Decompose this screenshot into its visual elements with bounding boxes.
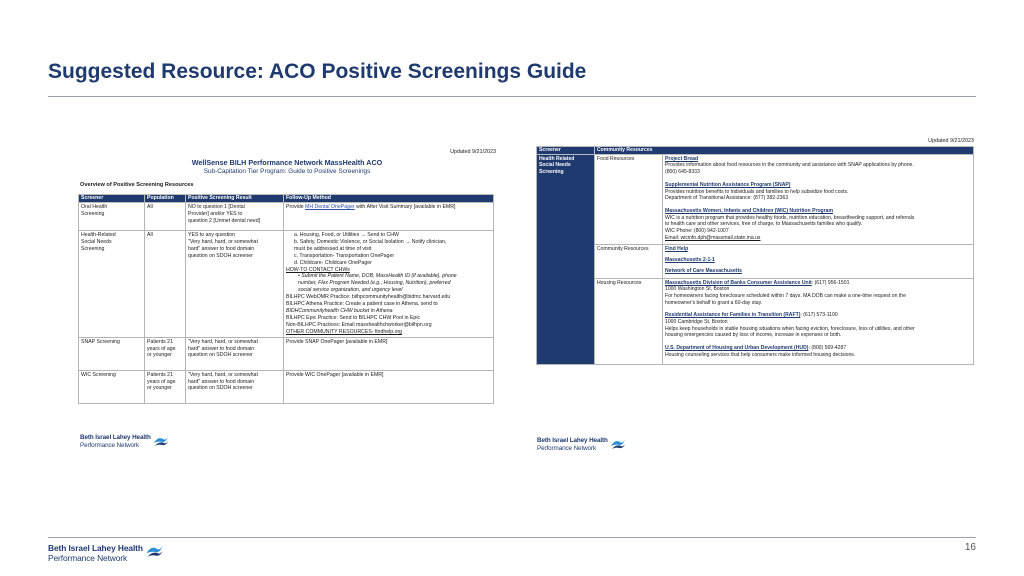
resource-line: Department of Transitional Assistance: (877) 382-2363 xyxy=(665,195,789,202)
resource-link[interactable]: Massachusetts Division of Banks Consumer Assistance Unit xyxy=(665,279,812,286)
cell-line: Health-Related xyxy=(81,232,116,238)
left-heading-2: Sub-Capitation Tier Program: Guide to Positive Screenings xyxy=(203,168,371,175)
followup-text: with After Visit Summary [available in EMR] xyxy=(354,204,456,210)
category-cell: Food Resources xyxy=(595,154,663,245)
dental-onepager-link[interactable]: MH Dental OnePager xyxy=(305,204,355,210)
resource-link[interactable]: Find Help xyxy=(665,246,689,253)
cell-line: All xyxy=(147,204,153,210)
resource-line: For homeowners facing foreclosure scheduled within 7 days. MA DOB can make a one-time request on the xyxy=(665,292,906,299)
cell-line: hard" answer to food domain xyxy=(188,345,255,352)
result-cell xyxy=(186,337,284,370)
population-cell xyxy=(145,203,186,231)
cell-line: Health Related xyxy=(539,155,575,162)
cell-line: Social Needs xyxy=(81,238,112,245)
table-row xyxy=(537,245,974,278)
resource-line: homeowner's behalf to grant a 60-day stay. xyxy=(665,299,763,306)
followup-cell xyxy=(284,203,494,231)
resource-line: Helps keep households in stable housing situations when facing eviction, foreclosure, loss of utilities, and other xyxy=(665,325,915,332)
community-resources-table xyxy=(536,146,974,365)
screener-cell xyxy=(79,370,145,403)
table-row xyxy=(537,278,974,364)
result-cell xyxy=(186,370,284,403)
cell-line: SNAP Screening xyxy=(81,338,120,345)
resource-link[interactable]: Massachusetts 2-1-1 xyxy=(665,257,715,264)
right-doc-logo xyxy=(537,437,626,453)
result-cell xyxy=(186,203,284,231)
logo-line-2: Performance Network xyxy=(537,445,596,452)
resources-cell xyxy=(663,245,974,278)
wave-logo-icon xyxy=(610,437,626,451)
title-divider xyxy=(48,96,976,97)
table-header-row xyxy=(537,147,974,155)
cell-line: hard" answer to food domain xyxy=(188,378,255,385)
resource-line: WIC is a nutrition program that provides healthy foods, nutrition education, breastfeeding support, and referrals xyxy=(665,214,915,221)
followup-item: b. Safety, Domestic Violence, or Social Isolation → Notify clinician, xyxy=(294,238,447,245)
cell-line: NO to question 1 [Dental xyxy=(188,204,245,210)
left-heading-1: WellSense BILH Performance Network MassHealth ACO xyxy=(191,158,383,167)
cell-line: or younger xyxy=(147,352,172,359)
wave-logo-icon xyxy=(153,434,169,448)
logo-line-1: Beth Israel Lahey Health xyxy=(48,543,143,553)
resource-line: Provides nutrition benefits to individuals and families to help subsidize food costs. xyxy=(665,188,849,195)
howto-contact-heading: HOW-TO CONTACT CHWs xyxy=(286,266,350,273)
right-resources-document xyxy=(536,136,976,426)
cell-line: Screening xyxy=(81,210,105,217)
list-item xyxy=(665,280,971,307)
cell-line: YES to any question xyxy=(188,232,236,238)
logo-line-1: Beth Israel Lahey Health xyxy=(537,437,608,444)
list-item xyxy=(665,312,971,339)
footer-divider xyxy=(48,537,976,538)
cell-line: question 2 [Unmet dental need] xyxy=(188,217,261,224)
practice-line: BILHPC Athena Practice: Create a patient case in Athena, send to xyxy=(286,301,438,308)
other-community-resources-link[interactable]: OTHER COMMUNITY RESOURCES- findhelp.org xyxy=(286,328,403,335)
cell-line: years of age xyxy=(147,378,176,385)
wave-logo-icon xyxy=(145,543,164,559)
resource-title-line xyxy=(665,280,971,287)
list-item xyxy=(665,345,971,358)
screening-resources-table xyxy=(78,194,494,404)
practice-line: BIDHCommunityhealth CHW bucket in Athena xyxy=(286,307,393,314)
col-header-population: Population xyxy=(145,195,186,203)
logo-line-2: Performance Network xyxy=(48,553,128,563)
howto-bullet: social service organization, and urgency level xyxy=(298,287,403,294)
footer-logo xyxy=(48,543,164,563)
slide-title: Suggested Resource: ACO Positive Screenings Guide xyxy=(48,60,587,83)
resource-line: to health care and other services, free of charge, to Massachusetts families who qualify. xyxy=(665,221,863,228)
resource-title-line xyxy=(665,312,971,319)
resource-link[interactable]: Project Bread xyxy=(665,155,699,162)
list-item xyxy=(665,246,971,253)
cell-line: Social Needs xyxy=(539,162,571,169)
list-item xyxy=(665,182,971,202)
resource-email-link[interactable]: Email: wicinfo.dph@massmail.state.ma.us xyxy=(665,234,761,241)
left-overview-heading: Overview of Positive Screening Resources xyxy=(80,182,194,188)
practice-line: Non-BILHPC Practices: Email masshealthchworker@bilhpn.org xyxy=(286,321,432,328)
right-updated-date: Updated 9/21/2023 xyxy=(928,138,974,144)
resource-link[interactable]: Massachusetts Women, Infants and Children (WIC) Nutrition Program xyxy=(665,207,834,214)
resources-cell xyxy=(663,154,974,245)
resource-link[interactable]: Network of Care Massachusetts xyxy=(665,267,742,274)
resource-phone: : (617) 573-1100 xyxy=(800,312,838,319)
resource-line: WIC Phone: (800) 942-1007 xyxy=(665,228,729,235)
cell-line: WIC Screening xyxy=(81,371,116,378)
table-header-row xyxy=(79,195,494,203)
col-header-community-resources: Community Resources xyxy=(595,147,974,155)
cell-line: hard" answer to food domain xyxy=(188,245,255,252)
list-item xyxy=(665,156,971,176)
resource-line: Housing counseling services that help consumers make informed housing decisions. xyxy=(665,351,856,358)
resource-link[interactable]: Supplemental Nutrition Assistance Program (SNAP) xyxy=(665,181,791,188)
logo-line-1: Beth Israel Lahey Health xyxy=(80,434,151,441)
resource-phone: : (617) 956-1501 xyxy=(811,279,850,286)
table-row xyxy=(79,337,494,370)
cell-line: question on SDOH screener xyxy=(188,352,253,359)
resource-line: housing emergencies caused by loss of income, increase in expenses or both. xyxy=(665,332,842,339)
col-header-followup: Follow-Up Method xyxy=(284,195,494,203)
resource-line: Provides information about food resources in the community and assistance with SNAP applications by phone. xyxy=(665,162,914,169)
cell-line: Provide SNAP OnePager [available in EMR] xyxy=(286,338,388,345)
logo-line-2: Performance Network xyxy=(80,442,139,449)
cell-line: Oral Health xyxy=(81,204,108,210)
list-item xyxy=(665,268,971,275)
cell-line: "Very hard, hard, or somewhat xyxy=(188,371,258,378)
result-cell xyxy=(186,231,284,338)
resource-line: 1000 Washington St, Boston xyxy=(665,286,730,293)
followup-item: a. Housing, Food, or Utilities → Send to CHW xyxy=(294,232,399,238)
cell-line: "Very hard, hard, or somewhat xyxy=(188,338,258,345)
followup-cell xyxy=(284,231,494,338)
cell-line: or younger xyxy=(147,385,172,392)
cell-line: Provide WIC OnePager [available in EMR] xyxy=(286,371,384,378)
cell-line: years of age xyxy=(147,345,176,352)
screener-cell xyxy=(79,337,145,370)
resource-title-line xyxy=(665,345,971,352)
left-guide-document xyxy=(78,146,496,426)
followup-item: d. Childcare- Childcare OnePager xyxy=(294,259,372,266)
table-row xyxy=(537,154,974,245)
page-number: 16 xyxy=(964,542,976,553)
followup-item: must be addressed at time of visit xyxy=(294,245,372,252)
resource-link[interactable]: Residential Assistance for Families in Transition (RAFT) xyxy=(665,312,801,319)
table-row xyxy=(79,370,494,403)
list-item xyxy=(665,208,971,242)
howto-bullet: number, Flex Program Needed (e.g., Housing, Nutrition), preferred xyxy=(298,280,451,287)
cell-line: question on SDOH screener xyxy=(188,385,253,392)
resource-line: (800) 645-8333 xyxy=(665,169,700,176)
screener-cell xyxy=(79,231,145,338)
population-cell xyxy=(145,337,186,370)
practice-line: BILHPC Epic Practice: Send to BILHPC CHW Pool in Epic xyxy=(286,314,421,321)
cell-line: All xyxy=(147,232,153,238)
table-row xyxy=(79,203,494,231)
population-cell xyxy=(145,231,186,338)
table-row xyxy=(79,231,494,338)
resource-line: 1000 Cambridge St, Boston xyxy=(665,319,728,326)
left-updated-date: Updated 9/21/2023 xyxy=(450,149,496,155)
howto-bullet: • Submit the Patient Name, DOB, MassHealth ID (if available), phone xyxy=(298,273,457,280)
resource-link[interactable]: U.S. Department of Housing and Urban Development (HUD) xyxy=(665,345,809,352)
followup-text: Provide xyxy=(286,204,306,210)
resources-cell xyxy=(663,278,974,364)
cell-line: Screening xyxy=(81,245,105,252)
cell-line: "Very hard, hard, or somewhat xyxy=(188,238,258,245)
list-item xyxy=(665,257,971,264)
cell-line: question on SDOH screener xyxy=(188,252,253,259)
category-cell: Housing Resources xyxy=(595,278,663,364)
cell-line: Patients 21 xyxy=(147,371,173,378)
practice-line: BILHPC WebOMR Practice: bilhpcommunityhealth@bidmc.harvard.edu xyxy=(286,294,451,301)
screener-cell xyxy=(79,203,145,231)
followup-cell xyxy=(284,370,494,403)
population-cell xyxy=(145,370,186,403)
col-header-screener: Screener xyxy=(79,195,145,203)
cell-line: Provider] and/or YES to xyxy=(188,210,243,217)
cell-line: Screening xyxy=(539,169,564,176)
col-header-result: Positive Screening Result xyxy=(186,195,284,203)
followup-cell xyxy=(284,337,494,370)
cell-line xyxy=(286,204,491,211)
category-cell: Community Resources xyxy=(595,245,663,278)
followup-item: c. Transportation- Transportation OnePager xyxy=(294,252,395,259)
col-header-screener: Screener xyxy=(537,147,595,155)
left-doc-logo xyxy=(80,434,169,450)
screener-cell xyxy=(537,154,595,364)
resource-phone: : (800) 569-4287 xyxy=(808,345,847,352)
cell-line: Patients 21 xyxy=(147,338,173,345)
